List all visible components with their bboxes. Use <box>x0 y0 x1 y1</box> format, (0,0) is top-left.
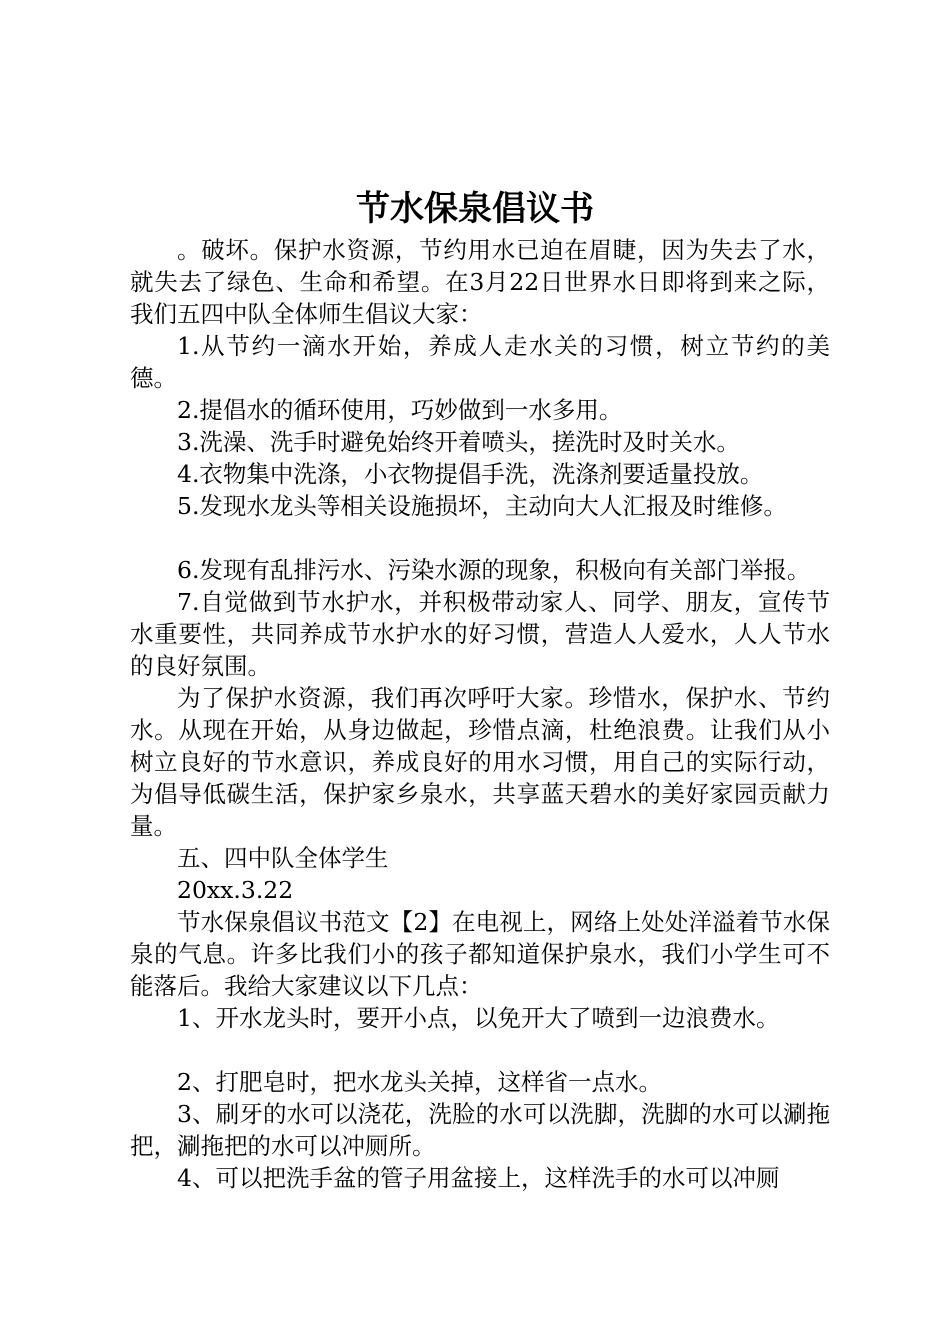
paragraph-signature: 五、四中队全体学生 <box>177 844 389 872</box>
paragraph-item-6: 6.发现有乱排污水、污染水源的现象，积极向有关部门举报。 <box>177 556 811 584</box>
paragraph-tip-4: 4、可以把洗手盆的管子用盆接上，这样洗手的水可以冲厕 <box>177 1164 780 1192</box>
paragraph-date: 20xx.3.22 <box>177 876 294 904</box>
paragraph-item-7: 7.自觉做到节水护水，并积极带动家人、同学、朋友，宣传节水重要性，共同养成节水护水的好习惯，营造人人爱水，人人节水的良好氛围。 <box>130 588 830 680</box>
paragraph-item-5: 5.发现水龙头等相关设施损坏，主动向大人汇报及时维修。 <box>177 492 787 520</box>
paragraph-item-2: 2.提倡水的循环使用，巧妙做到一水多用。 <box>177 396 623 424</box>
paragraph-intro: 。破坏。保护水资源，节约用水已迫在眉睫，因为失去了水，就失去了绿色、生命和希望。在3月22日世界水日即将到来之际，我们五四中队全体师生倡议大家： <box>130 236 830 328</box>
paragraph-tip-1: 1、开水龙头时，要开小点，以免开大了喷到一边浪费水。 <box>177 1004 780 1032</box>
paragraph-appeal: 为了保护水资源，我们再次呼吁大家。珍惜水，保护水、节约水。从现在开始，从身边做起，珍惜点滴，杜绝浪费。让我们从小树立良好的节水意识，养成良好的用水习惯，用自己的实际行动，为倡导低碳生活，保护家乡泉水，共享蓝天碧水的美好家园贡献力量。 <box>130 684 830 840</box>
paragraph-item-4: 4.衣物集中洗涤，小衣物提倡手洗，洗涤剂要适量投放。 <box>177 460 764 488</box>
paragraph-item-1: 1.从节约一滴水开始，养成人走水关的习惯，树立节约的美德。 <box>130 332 830 392</box>
document-body <box>130 234 830 1194</box>
paragraph-tip-2: 2、打肥皂时，把水龙头关掉，这样省一点水。 <box>177 1068 662 1096</box>
paragraph-item-3: 3.洗澡、洗手时避免始终开着喷头，搓洗时及时关水。 <box>177 428 740 456</box>
paragraph-tip-3: 3、刷牙的水可以浇花，洗脸的水可以洗脚，洗脚的水可以涮拖把，涮拖把的水可以冲厕所。 <box>130 1100 830 1160</box>
document-title: 节水保泉倡议书 <box>356 189 594 229</box>
paragraph-sample-2-intro: 节水保泉倡议书范文【2】在电视上，网络上处处洋溢着节水保泉的气息。许多比我们小的孩子都知道保护泉水，我们小学生可不能落后。我给大家建议以下几点： <box>130 908 830 1000</box>
